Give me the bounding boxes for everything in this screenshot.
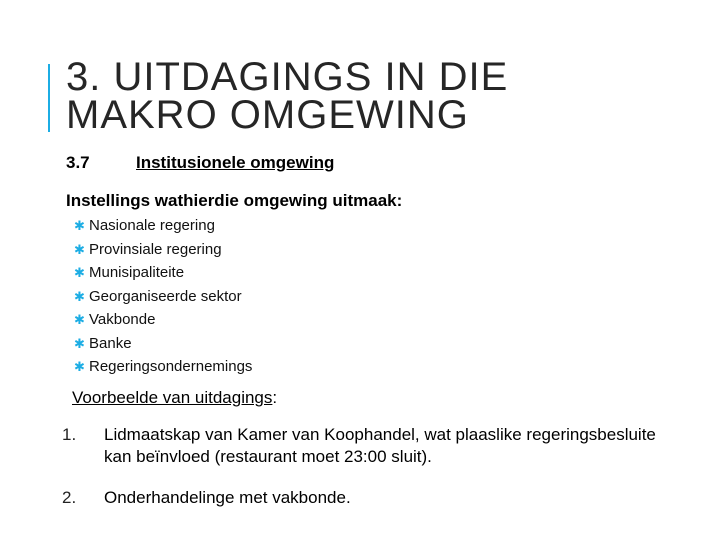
section-heading xyxy=(66,153,334,173)
title-accent-bar xyxy=(48,64,50,132)
list-item xyxy=(74,261,252,285)
list-item xyxy=(74,238,252,262)
asterisk-bullet-icon: ✱ xyxy=(74,288,85,304)
asterisk-bullet-icon: ✱ xyxy=(74,265,85,280)
institutions-list xyxy=(74,214,252,379)
slide-title-line-2: MAKRO OMGEWING xyxy=(66,93,469,137)
asterisk-bullet-icon: ✱ xyxy=(74,241,85,257)
numbered-item xyxy=(62,424,682,468)
item-number: 2. xyxy=(62,488,77,507)
examples-heading xyxy=(72,388,277,408)
asterisk-bullet-icon: ✱ xyxy=(74,312,85,327)
list-item-label: Regeringsondernemings xyxy=(89,358,253,375)
list-item-label: Banke xyxy=(89,334,132,352)
item-number: 1. xyxy=(62,425,77,444)
section-name: Institusionele omgewing xyxy=(136,153,335,172)
list-item-label: Nasionale regering xyxy=(89,217,215,234)
examples-heading-suffix: : xyxy=(272,388,278,407)
asterisk-bullet-icon: ✱ xyxy=(74,218,85,233)
section-number: 3.7 xyxy=(66,153,90,172)
list-item xyxy=(74,332,252,356)
examples-heading-text: Voorbeelde van uitdagings xyxy=(72,388,273,407)
asterisk-bullet-icon: ✱ xyxy=(74,359,85,374)
slide-title-line-1: 3. UITDAGINGS IN DIE xyxy=(66,55,509,99)
list-item xyxy=(74,308,252,332)
examples-list xyxy=(62,424,682,528)
item-text: Lidmaatskap van Kamer van Koophandel, wat plaaslike regeringsbesluite kan beïnvloed (restaurant moet 23:00 sluit). xyxy=(104,425,656,466)
list-item-label: Georganiseerde sektor xyxy=(89,287,242,305)
list-item xyxy=(74,355,252,379)
list-item xyxy=(74,214,252,238)
slide-title xyxy=(66,55,509,137)
list-item-label: Vakbonde xyxy=(89,311,156,328)
numbered-item xyxy=(62,487,682,509)
list-item-label: Provinsiale regering xyxy=(89,240,222,258)
institutions-intro: Instellings wathierdie omgewing uitmaak: xyxy=(66,191,403,210)
asterisk-bullet-icon: ✱ xyxy=(74,335,85,351)
item-text: Onderhandelinge met vakbonde. xyxy=(104,488,351,507)
list-item xyxy=(74,285,252,309)
list-item-label: Munisipaliteite xyxy=(89,264,185,281)
